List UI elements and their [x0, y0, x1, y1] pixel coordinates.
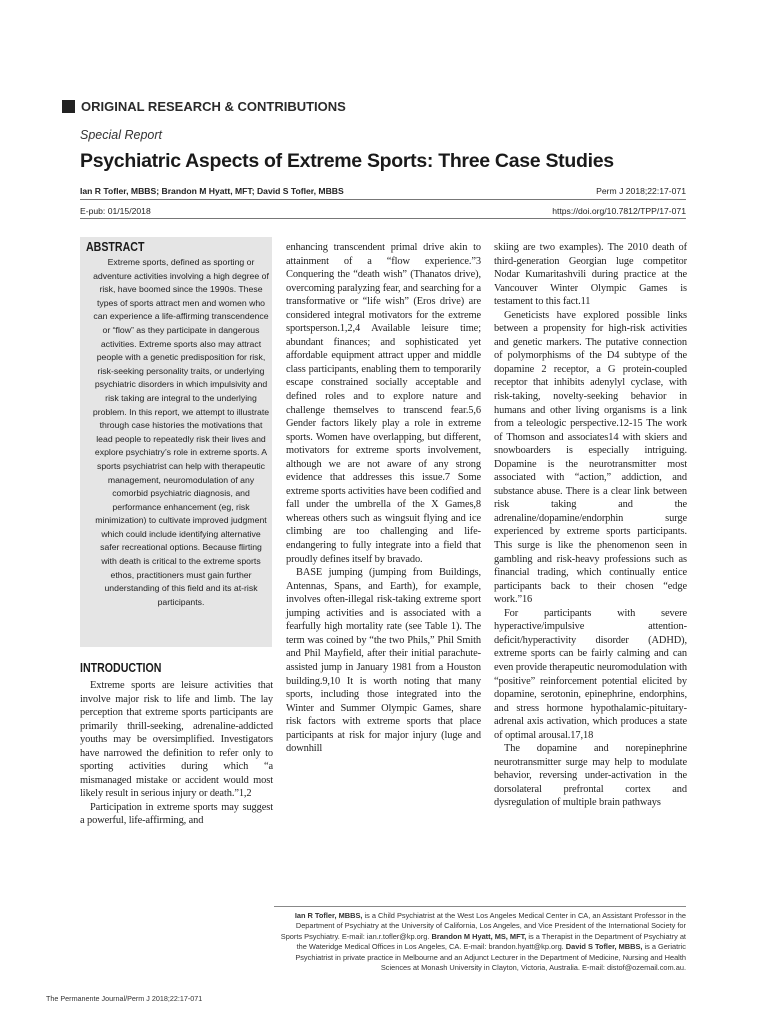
section-label — [62, 99, 346, 114]
footnote-text: is a Therapist in the Department of Psychiatry at the Wateridge Medical Offices in Los Angeles, CA. E-mail: brandon.hyatt@kp.org. — [296, 931, 686, 952]
abstract-text: Extreme sports, defined as sporting or adventure activities involving a high degree of risk, have boomed since the 1990s. These types of sports attract men and women who can experience a life-affirming transcendence or “flow” as they participate in dangerous activities. Extreme sports also may attract people with a genetic predisposition for risk, risk-seeking personality traits, or underlying psychiatric disorders in which impulsivity and risk taking are integral to the underlying problem. In this report, we attempt to illustrate through case histories the motivations that lead people to repeatedly risk their lives and explore psychiatry’s role in extreme sports. A sports psychiatrist can help with therapeutic management, neuromodulation of any comorbid psychiatric diagnosis, and performance enhancement (eg, risk minimization) to cultivate improved judgment which could include identifying alternative safer recreational options. Because flirting with death is critical to the extreme sports ethos, practitioners must gain further understanding of this field and its at-risk participants. — [92, 257, 270, 607]
introduction-heading: INTRODUCTION — [80, 661, 162, 675]
paragraph: Extreme sports are leisure activities that involve major risk to life and limb. The lay perception that extreme sports participants are primarily thrill-seeking, adrenaline-addicted youths may be oversimplified. Investigators have narrowed the definition to refer only to sporting activities during which “a mismanaged mistake or accident would most likely result in serious injury or death.”1,2 — [80, 680, 273, 800]
article-title: Psychiatric Aspects of Extreme Sports: Three Case Studies — [80, 150, 614, 172]
column-1 — [80, 679, 273, 828]
section-square-icon — [62, 100, 75, 113]
page-footer: The Permanente Journal/Perm J 2018;22:17-071 — [46, 994, 203, 1003]
footnote-text: is a Geriatric Psychiatrist in private practice in Melbourne and an Adjunct Lecturer in the Department of Medicine, Nursing and Health Sciences at Monash University in Clayton, Victoria, Australia. E-mail: distof@ozemail.com.au. — [295, 942, 686, 973]
author-list: Ian R Tofler, MBBS; Brandon M Hyatt, MFT; David S Tofler, MBBS — [80, 186, 344, 196]
column-3 — [494, 241, 687, 810]
paragraph: skiing are two examples). The 2010 death of third-generation Georgian luge competitor Nodar Kumaritashvili during practice at the Vancouver Winter Olympic Games is testament to this fact.11 — [494, 242, 687, 308]
author-row — [80, 186, 686, 196]
epub-date: E-pub: 01/15/2018 — [80, 206, 151, 216]
divider — [80, 199, 686, 200]
citation: Perm J 2018;22:17-071 — [596, 186, 686, 196]
author-footnote — [274, 911, 686, 973]
footnote-divider — [274, 906, 686, 907]
paragraph: BASE jumping (jumping from Buildings, Antennas, Spans, and Earth), for example, involves often-illegal risk-taking extreme sport jumping activities and is associated with a fearfully high mortality rate (see Table 1). The term was coined by “the two Phils,” Phil Smith and Phil Mayfield, after their initial parachute-assisted jump in January 1981 from a Houston building.9,10 It is worth noting that many sports, including those integrated into the Winter and Summer Olympic Games, share risk factors with extreme sports that place participants at risk for major injury (luge and downhill — [286, 567, 481, 755]
paragraph: Participation in extreme sports may suggest a powerful, life-affirming, and — [80, 801, 273, 827]
article-type: Special Report — [80, 128, 162, 142]
divider — [80, 218, 686, 219]
paragraph: enhancing transcendent primal drive akin to attainment of a “flow experience.”3 Conquering the “death wish” (Thanatos drive), overcoming paralyzing fear, and searching for a transformative or “life wish” (Eros drive) are considered integral motivators for the extreme sportsperson.1,2,4 Available leisure time; abundant finances; and sophisticated yet affordable equipment attract upper and middle class participants, enabling them to temporarily escape constrained socially acceptable and defined roles and to explore nature and challenge themselves to transcend fear.5,6 Gender factors likely play a role in extreme sports. Women have overlapping, but different, motivators for extreme sports involvement, although we are not aware of any strong evidence that addresses this issue.7 Some extreme sports activities have been codified and fall under the umbrella of the X Games,8 whereas others such as wingsuit flying and ice climbing are too challenging and life-endangering to fully integrate into a field that proudly defines itself by bravado. — [286, 242, 481, 565]
section-label-text: ORIGINAL RESEARCH & CONTRIBUTIONS — [81, 99, 346, 114]
footnote-text: is a Child Psychiatrist at the West Los Angeles Medical Center in CA, an Assistant Professor in the Department of Psychiatry at the University of California, Los Angeles, and Vice President of the International Society for Sports Psychiatry. E-mail: ian.r.tofler@kp.org. — [280, 911, 686, 941]
abstract-heading: ABSTRACT — [86, 240, 145, 254]
pub-row — [80, 206, 686, 216]
paragraph: Geneticists have explored possible links between a propensity for high-risk activities and genetic markers. The putative connection of polymorphisms of the D4 subtype of the dopamine 2 receptor, a G protein-coupled receptor that inhibits adenylyl cyclase, with risk-taking, novelty-seeking behavior in humans and other living organisms is a link from a teleologic perspective.12-15 The work of Thomson and associates14 with skiers and snowboarders is especially intriguing. Dopamine is the neurotransmitter most associated with “action,” addiction, and substance abuse. There is a clear link between risk taking and the adrenaline/dopamine/endorphin surge experienced by extreme sports participants. This surge is like the phenomenon seen in gambling and risk-heavy professions such as financial trading, which continually entice participants back to their chosen “edge work.”16 — [494, 309, 687, 606]
footnote-author-name: Ian R Tofler, MBBS, — [294, 911, 363, 920]
footnote-author-name: David S Tofler, MBBS, — [565, 942, 643, 952]
paragraph: For participants with severe hyperactive/impulsive attention-deficit/hyperactivity disorder (ADHD), extreme sports can be fairly calming and can even provide therapeutic neuromodulation with “positive” reinforcement potential elicited by dopamine, serotonin, epinephrine, endorphins, and stress hormone hypothalamic-pituitary-adrenal axis activation, which produces a state of optimal arousal.17,18 — [494, 607, 687, 741]
footnote-author-name: Brandon M Hyatt, MS, MFT, — [431, 931, 527, 941]
column-2 — [286, 241, 481, 756]
paragraph: The dopamine and norepinephrine neurotransmitter surge may help to modulate behavior, reversing under-activation in the dorsolateral prefrontal cortex and dysregulation of multiple brain pathways — [494, 743, 687, 809]
doi-link[interactable]: https://doi.org/10.7812/TPP/17-071 — [552, 206, 686, 216]
